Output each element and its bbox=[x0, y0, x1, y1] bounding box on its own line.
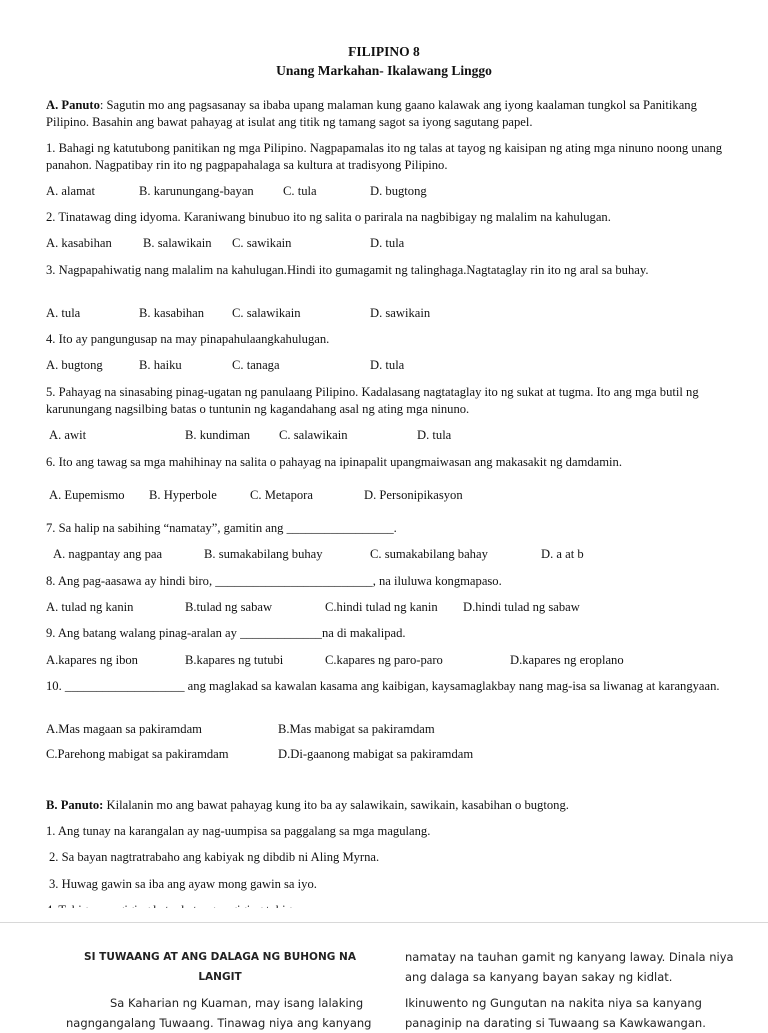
q7-option-d: D. a at b bbox=[541, 547, 584, 561]
part-b-item-2: 2. Sa bayan nagtratrabaho ang kabiyak ng dibdib ni Aling Myrna. bbox=[49, 850, 380, 864]
q5-option-a: A. awit bbox=[49, 428, 87, 442]
question-7: 7. Sa halip na sabihing “namatay”, gamitin ang _________________. bbox=[46, 521, 397, 535]
q6-option-c: C. Metapora bbox=[250, 488, 313, 502]
q8-option-b: B.tulad ng sabaw bbox=[185, 600, 273, 614]
q7-option-c: C. sumakabilang bahay bbox=[370, 547, 488, 561]
q2-option-a: A. kasabihan bbox=[46, 236, 112, 250]
question-10: 10. ___________________ ang maglakad sa kawalan kasama ang kaibigan, kaysamaglakbay nang mag-isa sa liwanag at karangyaan. bbox=[46, 679, 720, 693]
q1-option-a: A. alamat bbox=[46, 184, 95, 198]
q2-option-d: D. tula bbox=[370, 236, 405, 250]
story-right-line-1: namatay na tauhan gamit ng kanyang laway. Dinala niya bbox=[405, 950, 734, 964]
q10-option-c: C.Parehong mabigat sa pakiramdam bbox=[46, 747, 229, 761]
q1-option-c: C. tula bbox=[283, 184, 317, 198]
page-title: FILIPINO 8 bbox=[348, 44, 420, 59]
q3-option-b: B. kasabihan bbox=[139, 306, 205, 320]
story-left-line-2: nagngangalang Tuwaang. Tinawag niya ang kanyang bbox=[66, 1016, 372, 1030]
q8-option-d: D.hindi tulad ng sabaw bbox=[463, 600, 580, 614]
q6-option-d: D. Personipikasyon bbox=[364, 488, 463, 502]
q9-option-d: D.kapares ng eroplano bbox=[510, 653, 624, 667]
q7-option-a: A. nagpantay ang paa bbox=[53, 547, 163, 561]
story-title-line-2: LANGIT bbox=[198, 971, 242, 983]
q9-option-a: A.kapares ng ibon bbox=[46, 653, 138, 667]
story-title-line-1: SI TUWAANG AT ANG DALAGA NG BUHONG NA bbox=[84, 951, 356, 963]
question-4: 4. Ito ay pangungusap na may pinapahulaangkahulugan. bbox=[46, 332, 330, 346]
part-a-instruction-text: : Sagutin mo ang pagsasanay sa ibaba upang malaman kung gaano kalawak ang iyong kaalaman tungkol sa Panitikang Pilipino. Basahin ang bawat pahayag at isulat ang titik ng tamang sagot sa iyong sagutang papel. bbox=[46, 98, 697, 129]
question-9: 9. Ang batang walang pinag-aralan ay _____________na di makalipad. bbox=[46, 626, 406, 640]
story-right-line-4: panaginip na darating si Tuwaang sa Kawkawangan. bbox=[405, 1016, 706, 1030]
page-break-gap bbox=[0, 908, 768, 922]
q5-option-c: C. salawikain bbox=[279, 428, 348, 442]
q10-option-d: D.Di-gaanong mabigat sa pakiramdam bbox=[278, 747, 474, 761]
q1-option-d: D. bugtong bbox=[370, 184, 427, 198]
q7-option-b: B. sumakabilang buhay bbox=[204, 547, 323, 561]
part-a-instruction bbox=[46, 97, 726, 131]
q3-option-d: D. sawikain bbox=[370, 306, 431, 320]
q4-option-c: C. tanaga bbox=[232, 358, 280, 372]
question-3: 3. Nagpapahiwatig nang malalim na kahulugan.Hindi ito gumagamit ng talinghaga.Nagtataglay rin ito ng aral sa buhay. bbox=[46, 263, 649, 277]
question-6: 6. Ito ang tawag sa mga mahihinay na salita o pahayag na ipinapalit upangmaiwasan ang makasakit ng damdamin. bbox=[46, 455, 622, 469]
q4-option-b: B. haiku bbox=[139, 358, 182, 372]
story-right-line-2: ang dalaga sa kanyang bayan sakay ng kidlat. bbox=[405, 970, 673, 984]
q6-option-b: B. Hyperbole bbox=[149, 488, 217, 502]
q4-option-a: A. bugtong bbox=[46, 358, 103, 372]
q1-option-b: B. karunungang-bayan bbox=[139, 184, 254, 198]
question-1: 1. Bahagi ng katutubong panitikan ng mga Pilipino. Nagpapamalas ito ng talas at tayog ng kaisipan ng ating mga ninuno noong unang panahon. Nagpatibay rin ito ng pagpapahalaga sa kultura at tradisyong Pilipino. bbox=[46, 141, 723, 172]
q8-option-a: A. tulad ng kanin bbox=[46, 600, 134, 614]
q3-option-a: A. tula bbox=[46, 306, 81, 320]
story-left-line-1: Sa Kaharian ng Kuaman, may isang lalaking bbox=[110, 996, 364, 1010]
q10-option-b: B.Mas mabigat sa pakiramdam bbox=[278, 722, 435, 736]
q8-option-c: C.hindi tulad ng kanin bbox=[325, 600, 438, 614]
part-b-item-1: 1. Ang tunay na karangalan ay nag-uumpisa sa paggalang sa mga magulang. bbox=[46, 824, 431, 838]
question-5: 5. Pahayag na sinasabing pinag-ugatan ng panulaang Pilipino. Kadalasang nagtataglay ito ng sukat at tugma. Ito ang mga butil ng karunungang nagsilbing batas o tuntunin ng kagandahang asal ng ating mga ninuno. bbox=[46, 385, 699, 416]
story-page bbox=[0, 922, 768, 1030]
part-b-instruction bbox=[46, 797, 726, 814]
part-a-label: A. Panuto bbox=[46, 98, 100, 112]
q10-option-a: A.Mas magaan sa pakiramdam bbox=[46, 722, 202, 736]
page-subtitle: Unang Markahan- Ikalawang Linggo bbox=[276, 63, 492, 78]
question-8: 8. Ang pag-aasawa ay hindi biro, _________________________, na iluluwa kongmapaso. bbox=[46, 574, 502, 588]
story-right-line-3: Ikinuwento ng Gungutan na nakita niya sa kanyang bbox=[405, 996, 702, 1010]
q3-option-c: C. salawikain bbox=[232, 306, 301, 320]
part-b-label: B. Panuto: bbox=[46, 798, 104, 812]
q5-option-d: D. tula bbox=[417, 428, 452, 442]
q4-option-d: D. tula bbox=[370, 358, 405, 372]
q9-option-c: C.kapares ng paro-paro bbox=[325, 653, 443, 667]
q9-option-b: B.kapares ng tutubi bbox=[185, 653, 284, 667]
part-b-item-3: 3. Huwag gawin sa iba ang ayaw mong gawin sa iyo. bbox=[49, 877, 317, 891]
q2-option-c: C. sawikain bbox=[232, 236, 292, 250]
q5-option-b: B. kundiman bbox=[185, 428, 251, 442]
q6-option-a: A. Eupemismo bbox=[49, 488, 125, 502]
q2-option-b: B. salawikain bbox=[143, 236, 212, 250]
question-2: 2. Tinatawag ding idyoma. Karaniwang binubuo ito ng salita o parirala na nagbibigay ng malalim na kahulugan. bbox=[46, 210, 611, 224]
part-b-instruction-text: Kilalanin mo ang bawat pahayag kung ito ba ay salawikain, sawikain, kasabihan o bugtong. bbox=[103, 798, 569, 812]
